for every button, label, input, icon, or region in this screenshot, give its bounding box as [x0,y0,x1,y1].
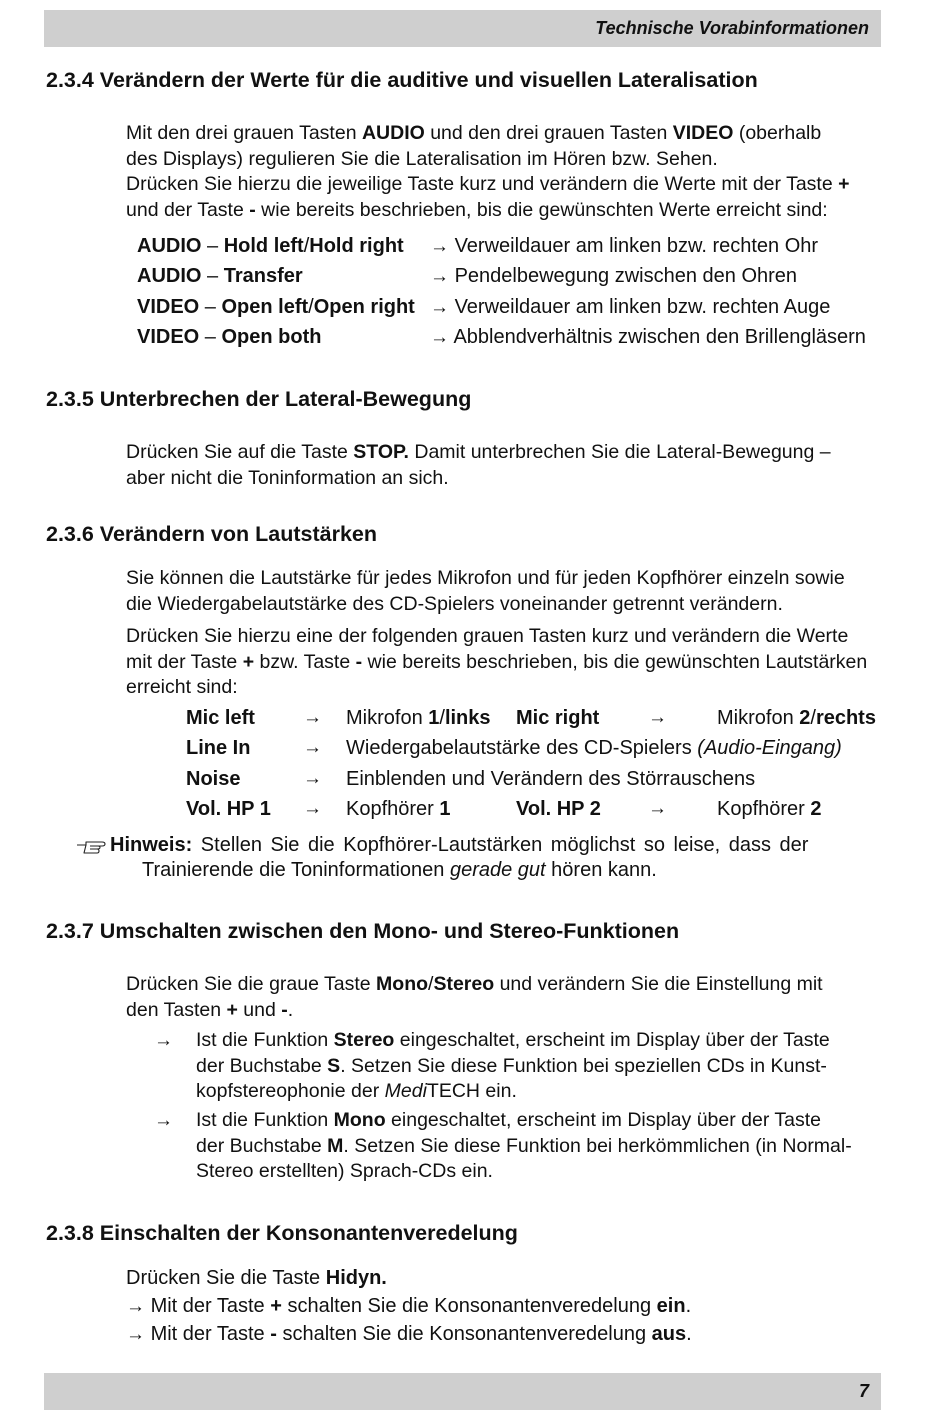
header-title: Technische Vorabinformationen [595,18,869,38]
hint-line-2: Trainierende die Toninformationen gerade gut hören kann. [142,859,657,881]
text-line: Sie können die Lautstärke für jedes Mikrofon und für jeden Kopfhörer einzeln sowie [126,567,845,589]
text-line: die Wiedergabelautstärke des CD-Spielers voneinander getrennt verändern. [126,592,783,615]
table-key: Vol. HP 1 [186,798,271,820]
hint-line-1: Hinweis: Stellen Sie die Kopfhörer-Lautstärken möglichst so leise, dass der [110,834,809,856]
arrow-icon: → [648,707,667,728]
bullet-mono [196,1108,879,1185]
text-line: Drücken Sie die Taste Hidyn. [126,1267,387,1289]
arrow-icon: → [126,1324,145,1345]
arrow-icon: → [303,707,322,728]
header-bar [44,10,881,47]
table-row-desc: → Verweildauer am linken bzw. rechten Auge [430,296,831,318]
pointing-hand-icon [76,836,110,856]
bullet-stereo [196,1028,879,1105]
text-line: der Buchstabe M. Setzen Sie diese Funktion bei herkömmlichen (in Normal- [196,1134,852,1157]
table-value: Kopfhörer 2 [717,798,822,820]
table-value: Kopfhörer 1 [346,798,451,820]
footer-bar [44,1373,881,1410]
table-row: AUDIO – Hold left/Hold right [137,235,404,257]
heading-2-3-4: 2.3.4 Verändern der Werte für die auditive und visuellen Lateralisation [46,68,758,92]
table-row: VIDEO – Open both [137,326,322,348]
text-line: Stereo erstellten) Sprach-CDs ein. [196,1160,493,1182]
text-line: Drücken Sie die graue Taste Mono/Stereo und verändern Sie die Einstellung mit [126,973,823,995]
arrow-icon: → [430,327,449,348]
table-value: Wiedergabelautstärke des CD-Spielers (Audio-Eingang) [346,737,842,759]
arrow-icon: → [303,798,322,819]
arrow-icon: → [303,768,322,789]
text-line: des Displays) regulieren Sie die Lateralisation im Hören bzw. Sehen. [126,147,718,170]
text-line: Ist die Funktion Mono eingeschaltet, erscheint im Display über der Taste [196,1109,822,1131]
table-key: Vol. HP 2 [516,798,601,820]
table-key: Mic left [186,707,255,729]
arrow-icon: → [648,798,667,819]
page-number: 7 [858,1381,869,1401]
text-line: Mit den drei grauen Tasten AUDIO und den drei grauen Tasten VIDEO (oberhalb [126,122,822,144]
text-line: Ist die Funktion Stereo eingeschaltet, erscheint im Display über der Taste [196,1029,830,1051]
text-line: und der Taste - wie bereits beschrieben, bis die gewünschten Werte erreicht sind: [126,198,828,221]
text-line: → Mit der Taste - schalten Sie die Konsonantenveredelung aus. [126,1323,692,1345]
arrow-icon: → [303,737,322,758]
table-row: VIDEO – Open left/Open right [137,296,415,318]
text-line: Drücken Sie auf die Taste STOP. Damit unterbrechen Sie die Lateral-Bewegung – [126,441,831,463]
text-line: Drücken Sie hierzu die jeweilige Taste kurz und verändern die Werte mit der Taste + [126,173,850,195]
table-row-desc: → Pendelbewegung zwischen den Ohren [430,265,798,287]
paragraph-2-3-6a [126,566,879,617]
paragraph-2-3-5 [126,440,879,491]
arrow-icon: → [430,266,449,287]
arrow-icon: → [430,236,449,257]
text-line: erreicht sind: [126,676,238,698]
arrow-icon: → [154,1110,173,1131]
table-value: Mikrofon 1/links [346,707,491,729]
table-key: Line In [186,737,251,759]
table-key: Noise [186,768,241,790]
text-line: Drücken Sie hierzu eine der folgenden grauen Tasten kurz und verändern die Werte [126,625,849,647]
text-line: kopfstereophonie der MediTECH ein. [196,1080,517,1102]
text-line: mit der Taste + bzw. Taste - wie bereits beschrieben, bis die gewünschten Lautstärken [126,650,868,673]
table-key: Mic right [516,707,600,729]
table-row-desc: → Abblendverhältnis zwischen den Brillengläsern [430,326,866,348]
heading-2-3-5: 2.3.5 Unterbrechen der Lateral-Bewegung [46,387,472,411]
arrow-icon: → [430,297,449,318]
table-value: Mikrofon 2/rechts [717,707,876,729]
arrow-icon: → [154,1030,173,1051]
paragraph-2-3-7 [126,972,879,1023]
table-row-desc: → Verweildauer am linken bzw. rechten Ohr [430,235,819,257]
table-value: Einblenden und Verändern des Störrauschens [346,768,756,790]
heading-2-3-8: 2.3.8 Einschalten der Konsonantenveredelung [46,1221,518,1245]
heading-2-3-7: 2.3.7 Umschalten zwischen den Mono- und Stereo-Funktionen [46,919,680,943]
text-line: den Tasten + und -. [126,998,294,1021]
paragraph-2-3-6b [126,624,879,701]
text-line: aber nicht die Toninformation an sich. [126,466,449,489]
heading-2-3-6: 2.3.6 Verändern von Lautstärken [46,522,377,546]
arrow-icon: → [126,1296,145,1317]
text-line: der Buchstabe S. Setzen Sie diese Funktion bei speziellen CDs in Kunst- [196,1054,827,1077]
table-row: AUDIO – Transfer [137,265,303,287]
text-line: → Mit der Taste + schalten Sie die Konsonantenveredelung ein. [126,1295,692,1317]
paragraph-2-3-4 [126,121,879,223]
